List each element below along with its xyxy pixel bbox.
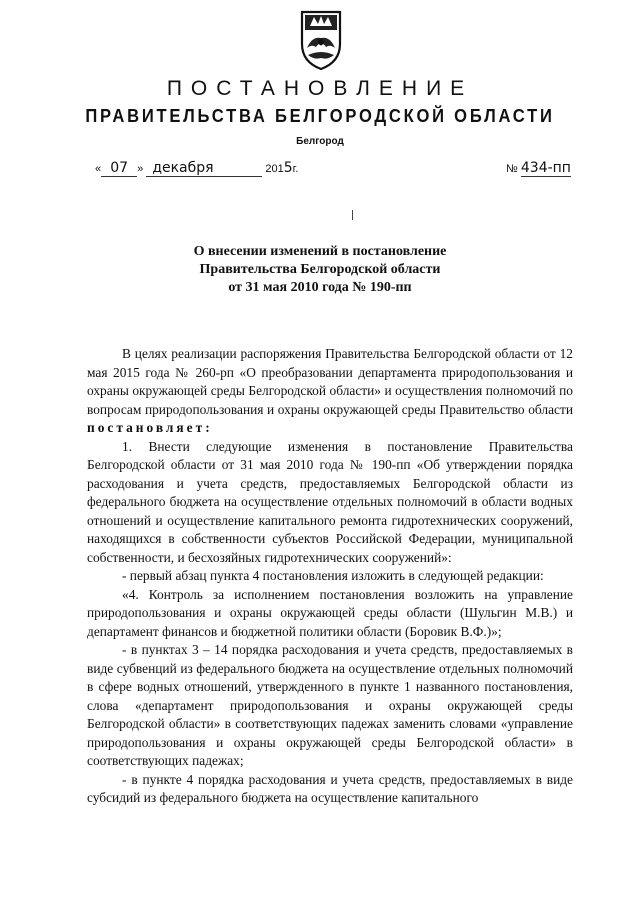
body-paragraph: 1. Внести следующие изменения в постановление Правительства Белгородской области от 31 мая 2010 года № 190-пп «Об утверждении порядка расходования и учета средств, предоставляемых Белгородской области из федерального бюджета на осуществление отдельных полномочий в области водных отношений и осуществление капитального ремонта гидротехнических сооружений, находящихся в собственности субъектов Российской Федерации, муниципальной собственности, и бесхозяйных гидротехнических сооружений»:: [87, 438, 573, 565]
date-year-digit: 5: [283, 160, 293, 176]
body-paragraph: - первый абзац пункта 4 постановления изложить в следующей редакции:: [122, 568, 544, 583]
body-paragraph: «4. Контроль за исполнением постановления возложить на управление природопользования и охраны окружающей среды области (Шульгин М.В.) и департамент финансов и бюджетной политики области (Боровик В.Ф.)»;: [87, 586, 573, 639]
document-title-line: от 31 мая 2010 года № 190-пп: [228, 280, 412, 295]
date-day: 07: [110, 160, 129, 176]
body-paragraph: - в пунктах 3 – 14 порядка расходования и учета средств, предоставляемых в виде субвенций из федерального бюджета на осуществление отдельных полномочий в сфере водных отношений, утвержденного в пункте 1 названного постановления, слова «департамент природопользования и охраны окружающей среды Белгородской области» в соответствующих падежах заменить словами «управление природопользования и охраны окружающей среды Белгородской области» в соответствующих падежах;: [87, 642, 573, 768]
margin-mark: [352, 210, 353, 220]
number-prefix: №: [506, 163, 518, 175]
document-number: [506, 160, 571, 176]
document-date: [95, 160, 298, 177]
body-paragraph: [87, 345, 573, 438]
date-year-prefix: 201: [265, 163, 284, 175]
document-body: [87, 345, 573, 808]
date-close-quote: »: [137, 163, 144, 175]
document-type-title: ПОСТАНОВЛЕНИЕ: [166, 77, 474, 100]
paragraph-text: В целях реализации распоряжения Правительства Белгородской области от 12 мая 2015 года № 260-рп «О преобразовании департамента природопользования и охраны окружающей среды Белгородской области» и осуществления полномочий по вопросам природопользования и охраны окружающей среды Правительство области: [87, 346, 573, 417]
resolution-keyword: постановляет:: [87, 420, 213, 435]
date-month: декабря: [152, 160, 214, 176]
document-title: [0, 243, 640, 297]
date-open-quote: «: [95, 163, 102, 175]
date-year-suffix: г.: [292, 163, 299, 175]
issuer-title: ПРАВИТЕЛЬСТВА БЕЛГОРОДСКОЙ ОБЛАСТИ: [85, 106, 555, 126]
coat-of-arms-icon: [296, 8, 346, 72]
document-title-line: О внесении изменений в постановление: [193, 244, 447, 259]
city-name: Белгород: [296, 136, 344, 147]
number-value: 434-пп: [520, 160, 571, 176]
document-title-line: Правительства Белгородской области: [199, 262, 441, 277]
body-paragraph: - в пункте 4 порядка расходования и учета средств, предоставляемых в виде субсидий из федерального бюджета на осуществление капитального: [87, 771, 573, 805]
